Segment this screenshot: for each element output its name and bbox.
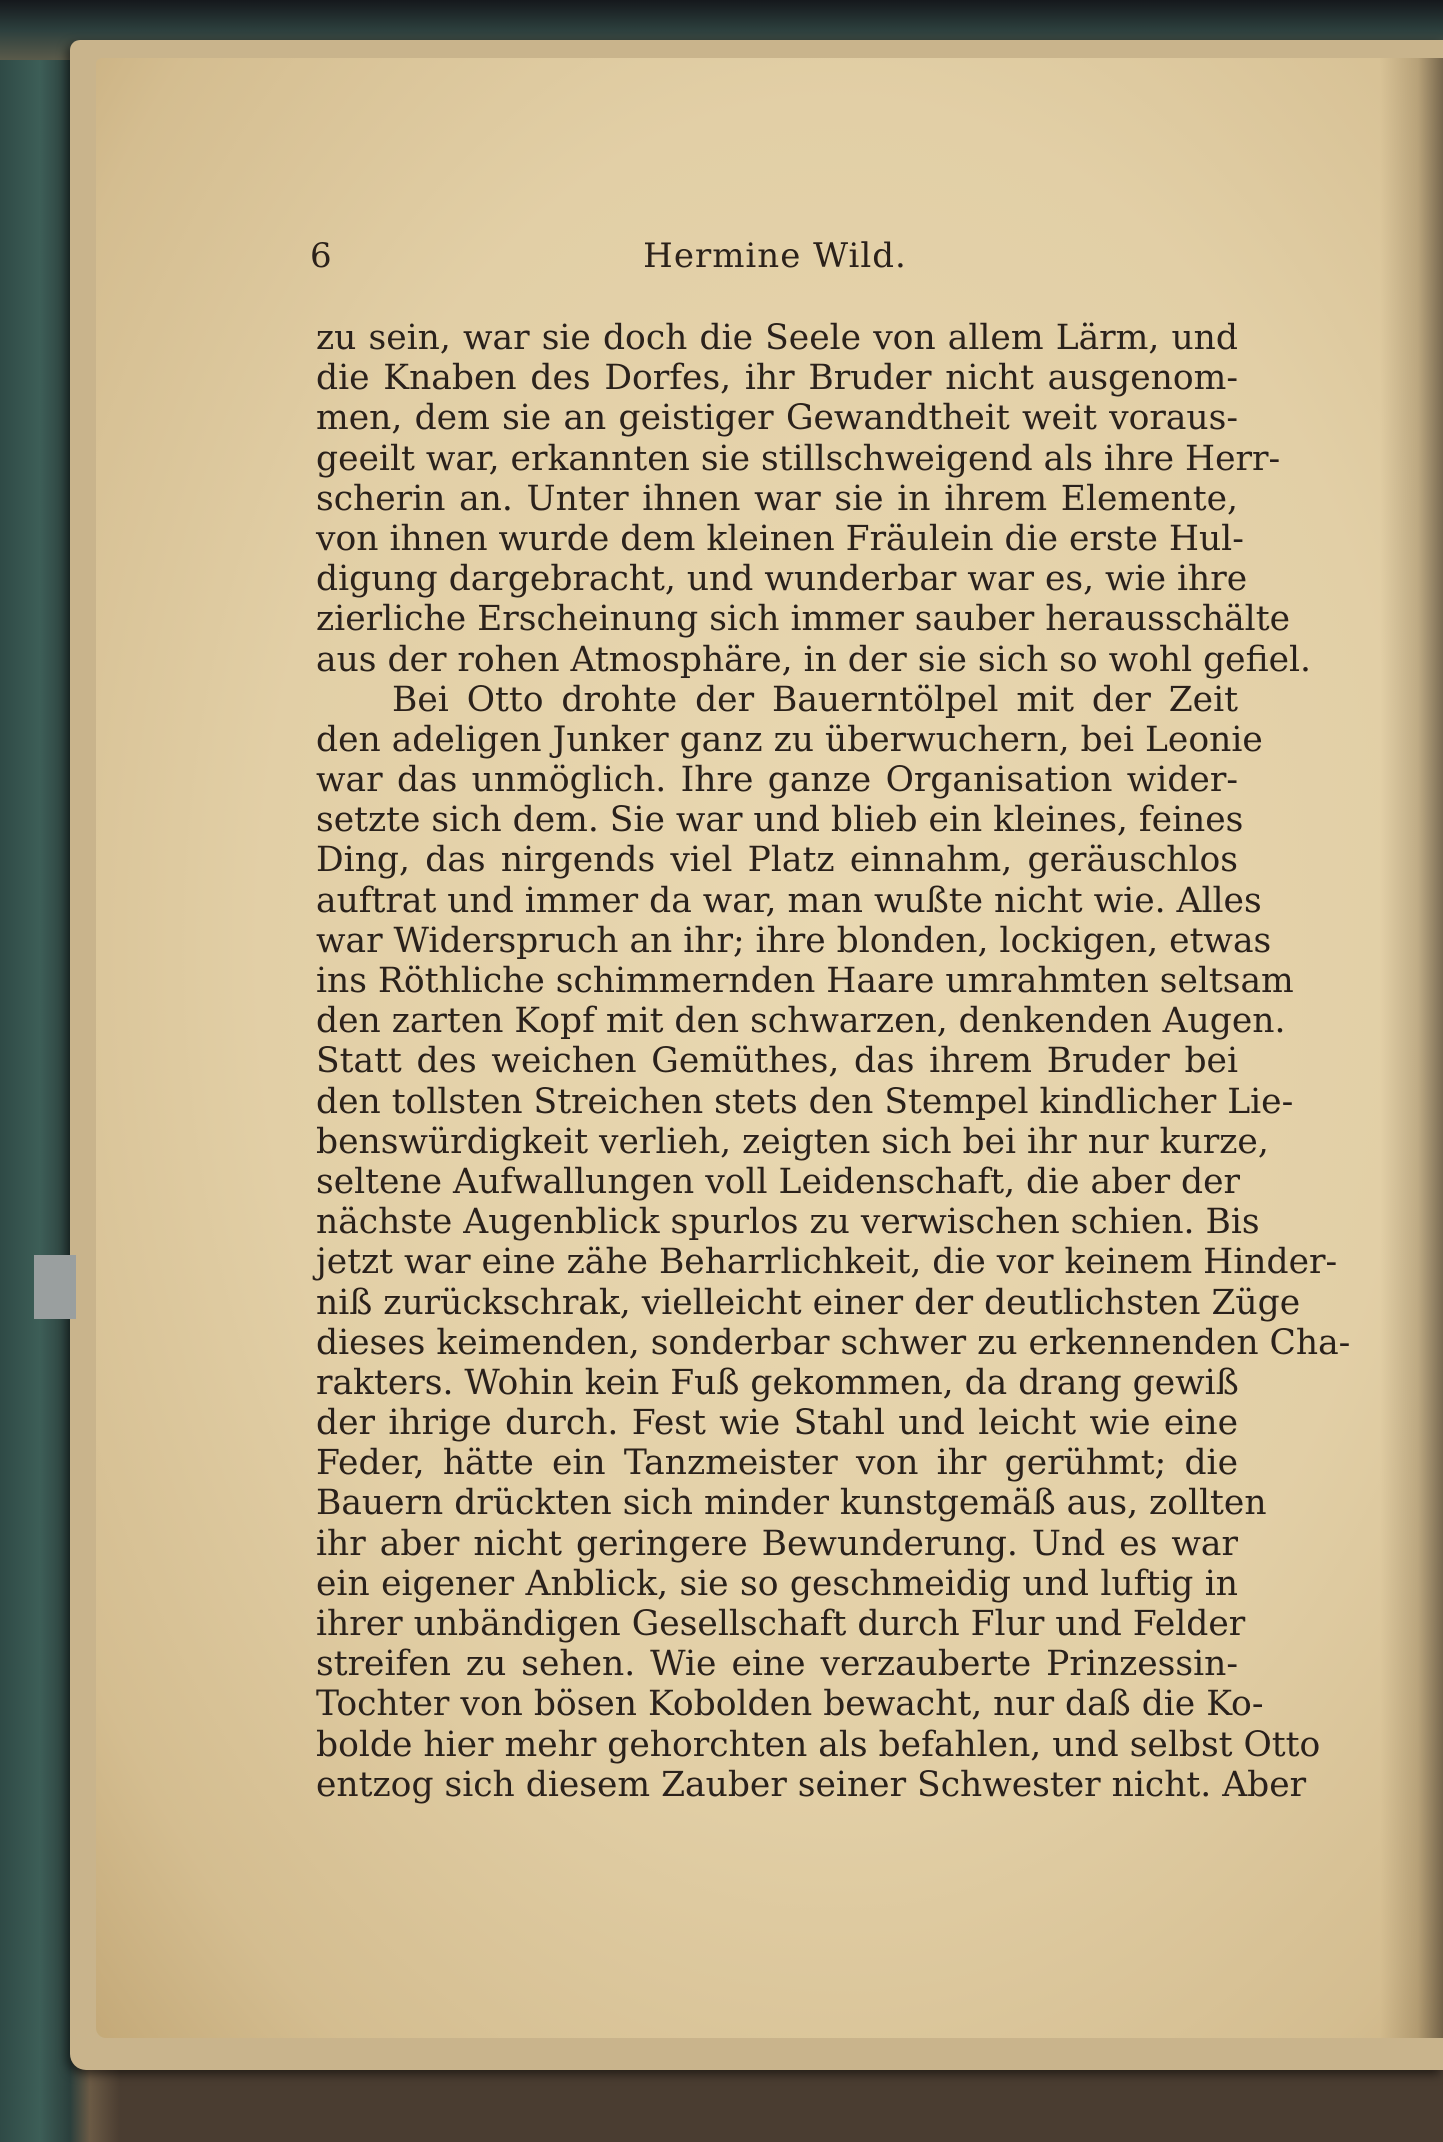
page-number: 6: [310, 236, 332, 276]
text-line: rakters. Wohin kein Fuß gekommen, da drang gewiß: [316, 1362, 1239, 1403]
text-line: zierliche Erscheinung sich immer sauber herausschälte: [316, 599, 1290, 640]
text-line: Bei Otto drohte der Bauerntölpel mit der Zeit: [392, 679, 1238, 720]
text-line: seltene Aufwallungen voll Leidenschaft, die aber der: [316, 1161, 1241, 1202]
body-text: [316, 318, 1351, 1805]
page-edge-shadow: [1380, 58, 1443, 2038]
text-line: war das unmöglich. Ihre ganze Organisation wider-: [316, 760, 1238, 801]
text-line: entzog sich diesem Zauber seiner Schwester nicht. Aber: [316, 1764, 1307, 1805]
running-head: Hermine Wild.: [643, 236, 907, 276]
text-line: digung dargebracht, und wunderbar war es, wie ihre: [316, 559, 1248, 600]
text-line: ihrer unbändigen Gesellschaft durch Flur und Felder: [316, 1604, 1246, 1644]
text-line: den adeligen Junker ganz zu überwuchern, bei Leonie: [316, 719, 1263, 760]
text-line: den zarten Kopf mit den schwarzen, denkenden Augen.: [316, 1001, 1286, 1042]
text-line: ihr aber nicht geringere Bewunderung. Und es war: [316, 1523, 1238, 1564]
text-line: Statt des weichen Gemüthes, das ihrem Bruder bei: [316, 1041, 1238, 1082]
text-line: nächste Augenblick spurlos zu verwischen schien. Bis: [316, 1202, 1260, 1243]
text-line: von ihnen wurde dem kleinen Fräulein die erste Hul-: [316, 518, 1244, 559]
text-line: jetzt war eine zähe Beharrlichkeit, die vor keinem Hinder-: [316, 1242, 1338, 1283]
text-line: benswürdigkeit verlieh, zeigten sich bei ihr nur kurze,: [316, 1121, 1269, 1162]
text-line: bolde hier mehr gehorchten als befahlen, und selbst Otto: [316, 1724, 1321, 1765]
text-line: ein eigener Anblick, sie so geschmeidig und luftig in: [316, 1563, 1238, 1604]
text-line: den tollsten Streichen stets den Stempel kindlicher Lie-: [316, 1081, 1294, 1122]
text-line: dieses keimenden, sonderbar schwer zu erkennenden Cha-: [316, 1322, 1351, 1363]
text-line: der ihrige durch. Fest wie Stahl und leicht wie eine: [316, 1403, 1238, 1444]
page-header: [310, 230, 1240, 282]
text-line: die Knaben des Dorfes, ihr Bruder nicht ausgenom-: [316, 358, 1238, 399]
text-line: war Widerspruch an ihr; ihre blonden, lockigen, etwas: [316, 920, 1272, 961]
text-line: Feder, hätte ein Tanzmeister von ihr gerühmt; die: [316, 1443, 1238, 1484]
text-line: auftrat und immer da war, man wußte nicht wie. Alles: [316, 880, 1262, 921]
text-line: setzte sich dem. Sie war und blieb ein kleines, feines: [316, 800, 1244, 841]
text-line: zu sein, war sie doch die Seele von allem Lärm, und: [316, 318, 1238, 358]
text-line: scherin an. Unter ihnen war sie in ihrem Elemente,: [316, 478, 1238, 519]
text-line: Ding, das nirgends viel Platz einnahm, geräuschlos: [316, 840, 1238, 881]
text-line: geeilt war, erkannten sie stillschweigend als ihre Herr-: [316, 438, 1281, 479]
text-line: men, dem sie an geistiger Gewandtheit weit voraus-: [316, 398, 1238, 439]
text-line: niß zurückschrak, vielleicht einer der deutlichsten Züge: [316, 1282, 1301, 1323]
text-line: aus der rohen Atmosphäre, in der sie sich so wohl gefiel.: [316, 639, 1312, 680]
spine-strip: [34, 1255, 76, 1319]
text-line: Tochter von bösen Kobolden bewacht, nur daß die Ko-: [316, 1684, 1264, 1725]
text-line: Bauern drückten sich minder kunstgemäß aus, zollten: [316, 1483, 1267, 1524]
text-line: ins Röthliche schimmernden Haare umrahmten seltsam: [316, 961, 1294, 1001]
text-line: streifen zu sehen. Wie eine verzauberte Prinzessin-: [316, 1644, 1238, 1685]
